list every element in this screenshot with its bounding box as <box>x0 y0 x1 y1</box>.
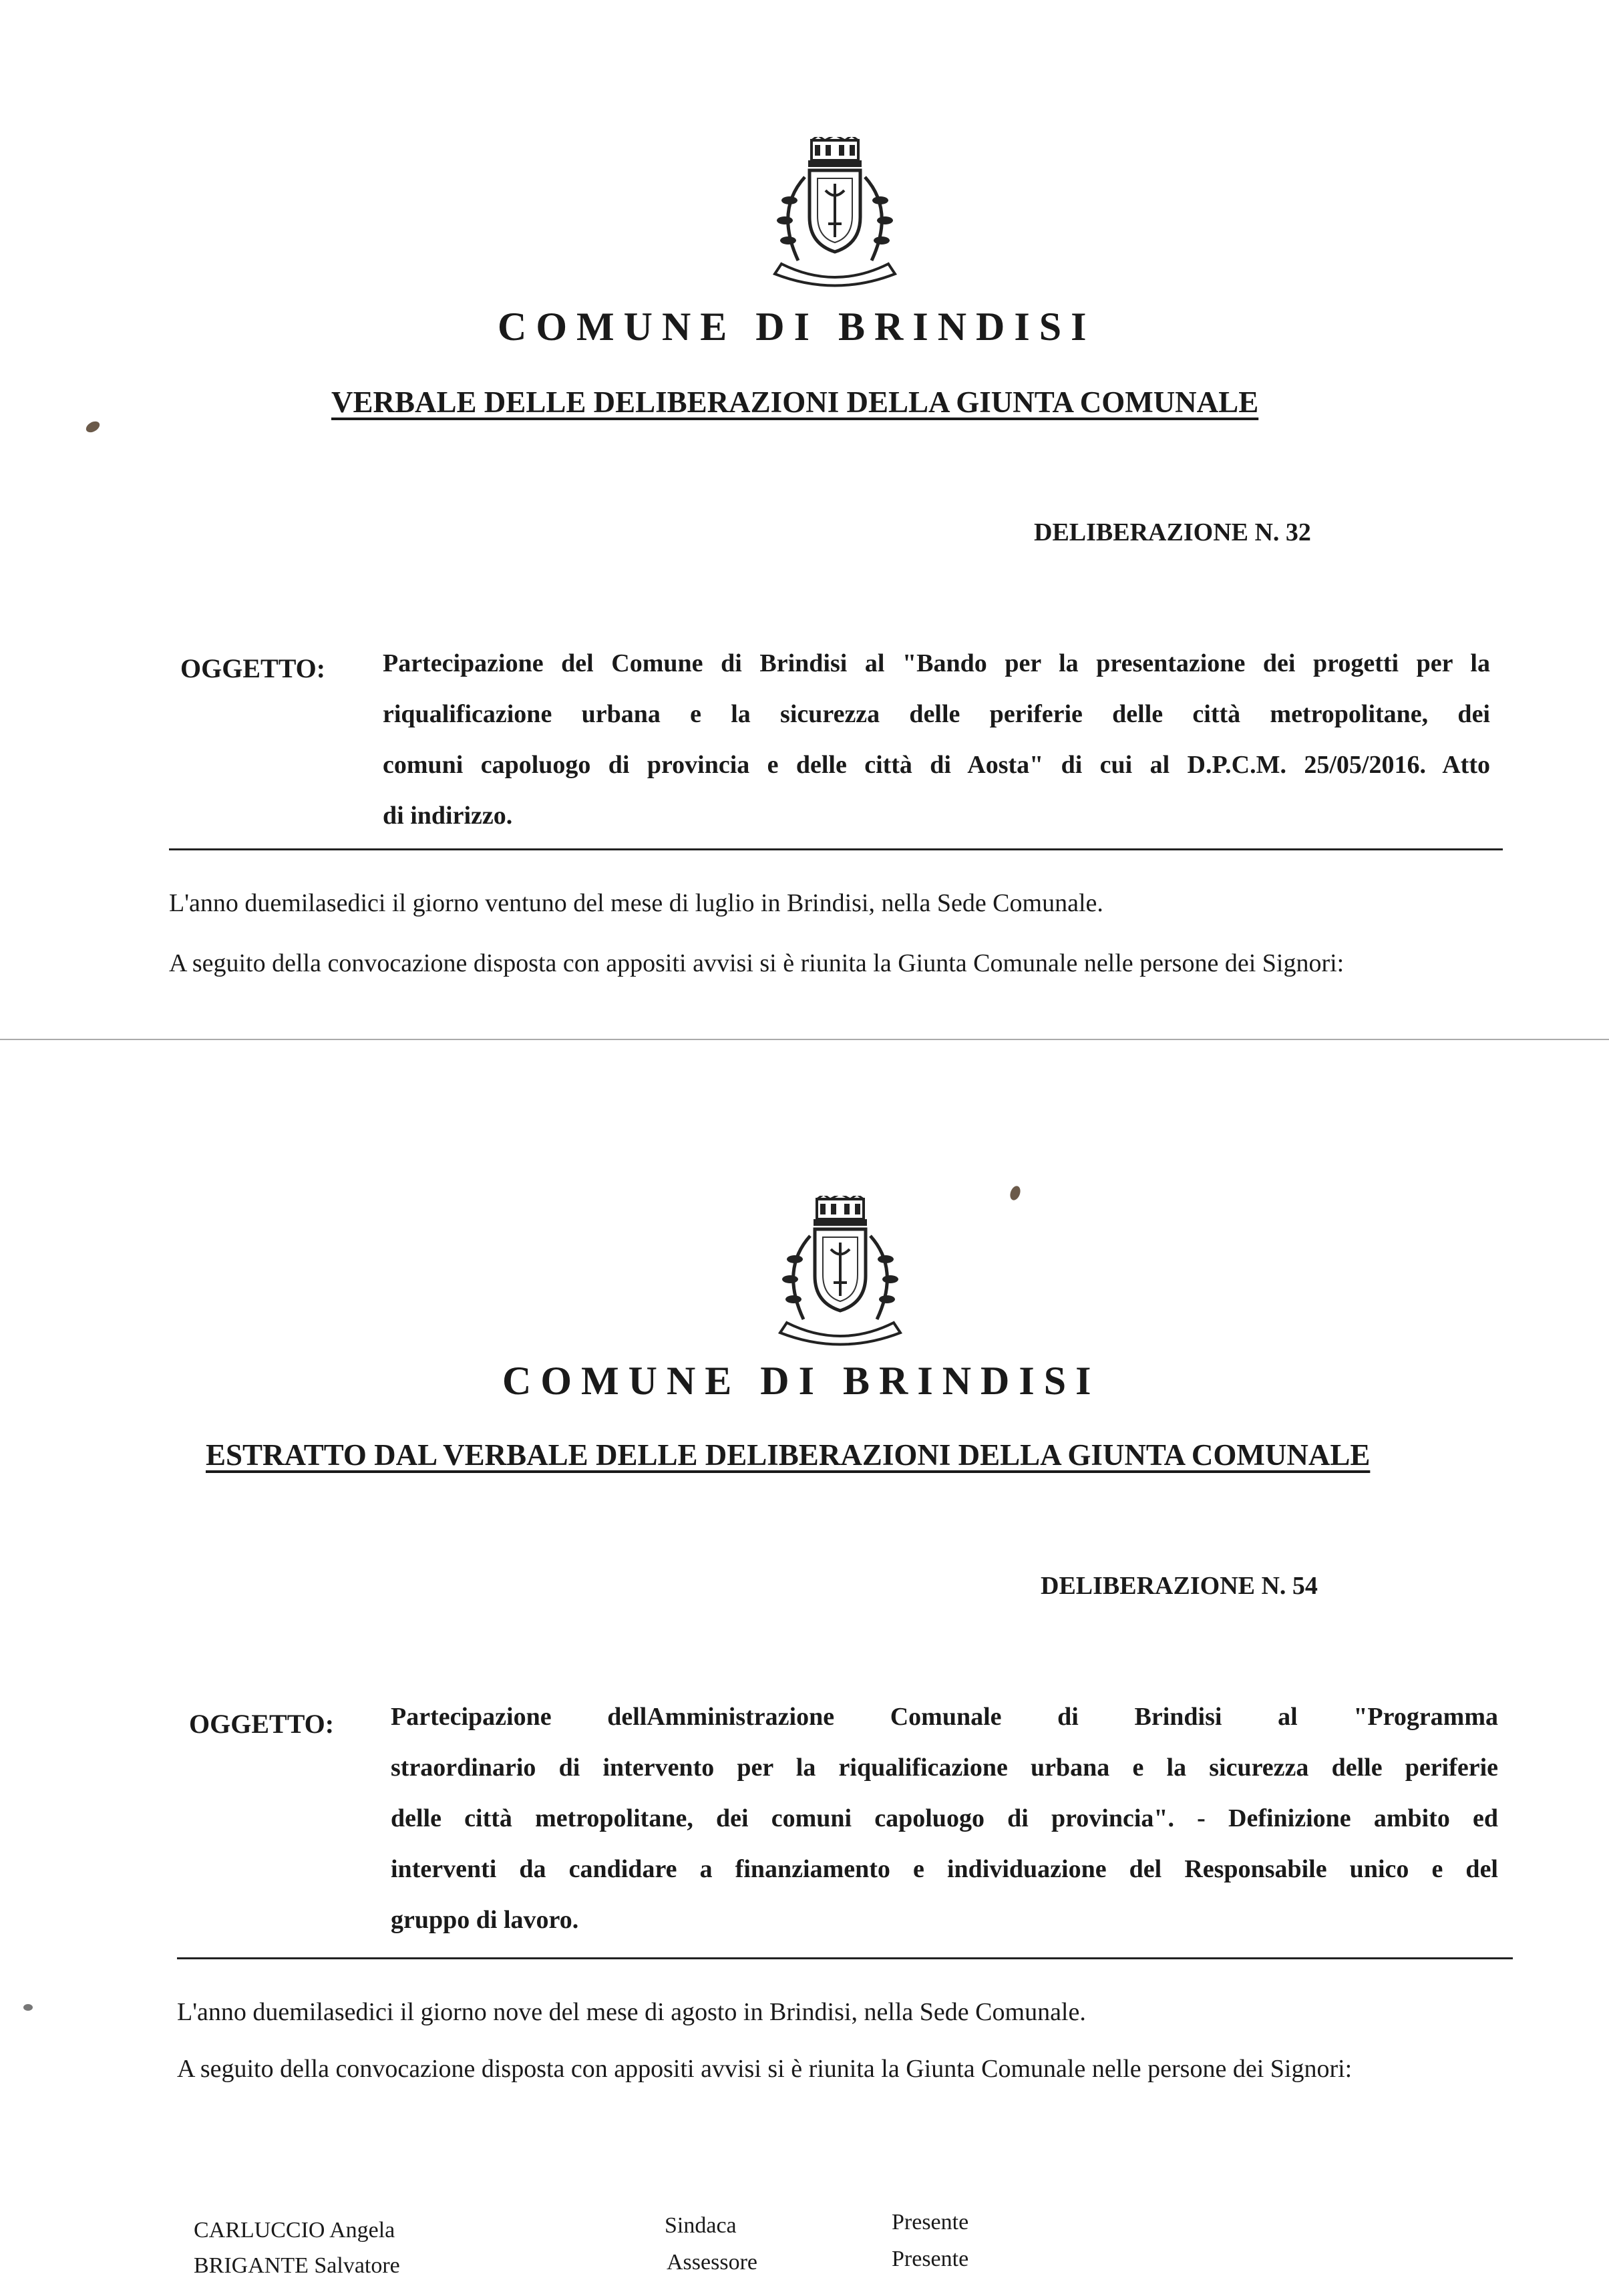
member-role: Assessore <box>667 2250 757 2275</box>
crest-icon <box>767 1196 914 1346</box>
date-line: L'anno duemilasedici il giorno nove del mese di agosto in Brindisi, nella Sede Comunale. <box>177 1998 1086 2026</box>
subject-label: OGGETTO: <box>180 653 326 683</box>
subject-line: comuni capoluogo di provincia e delle città di Aosta" di cui al D.P.C.M. 25/05/2016. Atto <box>383 751 1490 779</box>
subject-text <box>383 638 1490 841</box>
subject-line: di indirizzo. <box>383 802 513 830</box>
scan-speck <box>23 2004 33 2011</box>
member-name: BRIGANTE Salvatore <box>194 2253 400 2278</box>
document-subtitle: VERBALE DELLE DELIBERAZIONI DELLA GIUNTA COMUNALE <box>331 385 1259 419</box>
subject-line: Partecipazione dellAmministrazione Comunale di Brindisi al "Programma <box>391 1703 1498 1731</box>
deliberation-number: DELIBERAZIONE N. 32 <box>1034 518 1311 546</box>
section-separator <box>0 1039 1609 1040</box>
subject-label: OGGETTO: <box>189 1709 335 1739</box>
member-role: Sindaca <box>665 2213 737 2238</box>
convocation-line: A seguito della convocazione disposta con appositi avvisi si è riunita la Giunta Comunale nelle persone dei Signori: <box>169 949 1345 977</box>
subject-line: straordinario di intervento per la riqualificazione urbana e la sicurezza delle periferie <box>391 1754 1498 1782</box>
crest-icon <box>761 137 908 287</box>
municipality-title: COMUNE DI BRINDISI <box>498 305 1096 349</box>
member-status: Presente <box>892 2210 969 2235</box>
subject-text <box>391 1691 1498 1945</box>
horizontal-rule <box>169 848 1503 850</box>
member-name: CARLUCCIO Angela <box>194 2218 395 2243</box>
scan-speck <box>1009 1184 1023 1201</box>
subject-line: gruppo di lavoro. <box>391 1906 579 1934</box>
subject-line: riqualificazione urbana e la sicurezza delle periferie delle città metropolitane, dei <box>383 700 1490 728</box>
coat-of-arms-crest <box>767 1196 914 1346</box>
subject-line: delle città metropolitane, dei comuni capoluogo di provincia". - Definizione ambito ed <box>391 1804 1498 1832</box>
subject-line: Partecipazione del Comune di Brindisi al "Bando per la presentazione dei progetti per la <box>383 649 1490 677</box>
scan-speck <box>84 419 102 434</box>
date-line: L'anno duemilasedici il giorno ventuno del mese di luglio in Brindisi, nella Sede Comunale. <box>169 889 1103 917</box>
convocation-line: A seguito della convocazione disposta con appositi avvisi si è riunita la Giunta Comunale nelle persone dei Signori: <box>177 2055 1353 2083</box>
document-subtitle: ESTRATTO DAL VERBALE DELLE DELIBERAZIONI DELLA GIUNTA COMUNALE <box>206 1438 1371 1472</box>
member-status: Presente <box>892 2247 969 2271</box>
deliberation-number: DELIBERAZIONE N. 54 <box>1041 1572 1318 1600</box>
horizontal-rule <box>177 1957 1513 1959</box>
subject-line: interventi da candidare a finanziamento e individuazione del Responsabile unico e del <box>391 1855 1498 1883</box>
coat-of-arms-crest <box>761 137 908 287</box>
municipality-title: COMUNE DI BRINDISI <box>502 1359 1101 1403</box>
